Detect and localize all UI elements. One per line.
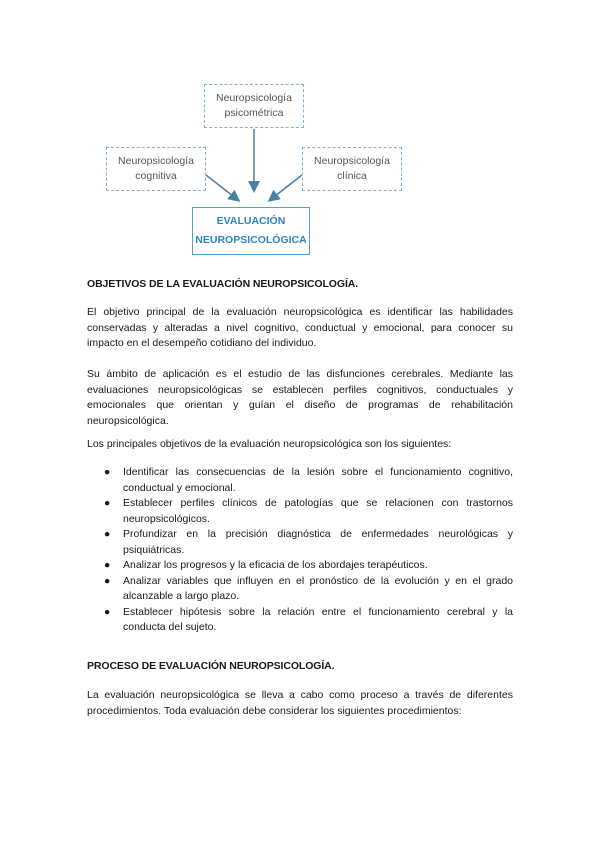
list-item-text: Establecer perfiles clínicos de patologías que se relacionen con trastornos neuropsicológicos.	[123, 497, 513, 525]
bullet-dot: ●	[104, 528, 111, 540]
arrow-right	[270, 175, 302, 200]
list-item	[87, 605, 513, 636]
box-right-line2: clínica	[337, 170, 367, 182]
arrow-left	[206, 175, 238, 200]
diagram-arrows	[0, 0, 600, 300]
list-item	[87, 496, 513, 527]
box-top-line2: psicométrica	[224, 107, 284, 119]
box-main-line2: NEUROPSICOLÓGICA	[195, 234, 307, 246]
paragraph-objetivos-intro: Los principales objetivos de la evaluación neuropsicológica son los siguientes:	[87, 438, 452, 450]
list-item-text: Identificar las consecuencias de la lesión sobre el funcionamiento cognitivo, conductual y emocional.	[123, 466, 513, 494]
box-neuropsicologia-cognitiva	[106, 147, 206, 191]
box-main-line1: EVALUACIÓN	[216, 215, 286, 227]
box-right-line1: Neuropsicología	[314, 155, 390, 167]
paragraph-ambito: Su ámbito de aplicación es el estudio de las disfunciones cerebrales. Mediante las evaluaciones neuropsicológicas se establecen perfiles cognitivos, conductuales y emocionales que orientan y guían el diseño de programas de rehabilitación neuropsicológica.	[87, 368, 513, 427]
box-evaluacion-neuropsicologica	[192, 207, 310, 255]
objectives-list	[87, 465, 513, 636]
list-item-text: Analizar los progresos y la eficacia de los abordajes terapéuticos.	[123, 559, 428, 571]
list-item-text: Analizar variables que influyen en el pronóstico de la evolución y en el grado alcanzable a largo plazo.	[123, 574, 513, 602]
bullet-dot: ●	[104, 559, 111, 571]
box-neuropsicologia-psicometrica	[204, 84, 304, 128]
list-item	[87, 558, 513, 574]
section-heading-objetivos: OBJETIVOS DE LA EVALUACIÓN NEUROPSICOLOGÍA.	[87, 278, 359, 290]
box-top-line1: Neuropsicología	[216, 92, 292, 104]
box-left-line2: cognitiva	[135, 170, 177, 182]
bullet-dot: ●	[104, 466, 111, 478]
list-item-text: Establecer hipótesis sobre la relación entre el funcionamiento cerebral y la conducta del sujeto.	[123, 605, 513, 633]
paragraph-objetivo-principal: El objetivo principal de la evaluación neuropsicológica es identificar las habilidades conservadas y alteradas a nivel cognitivo, conductual y emocional, para conocer su impacto en el desempeño cotidiano del individuo.	[87, 306, 513, 349]
list-item	[87, 527, 513, 558]
list-item	[87, 574, 513, 605]
box-neuropsicologia-clinica	[302, 147, 402, 191]
list-item	[87, 465, 513, 496]
bullet-dot: ●	[104, 574, 111, 587]
paragraph-proceso: La evaluación neuropsicológica se lleva a cabo como proceso a través de diferentes procedimientos. Toda evaluación debe considerar los siguientes procedimientos:	[87, 689, 513, 717]
box-left-line1: Neuropsicología	[118, 155, 194, 167]
bullet-dot: ●	[104, 497, 111, 509]
section-heading-proceso: PROCESO DE EVALUACIÓN NEUROPSICOLOGÍA.	[87, 660, 335, 672]
list-item-text: Profundizar en la precisión diagnóstica de enfermedades neurológicas y psiquiátricas.	[123, 528, 513, 556]
bullet-dot: ●	[104, 605, 111, 618]
